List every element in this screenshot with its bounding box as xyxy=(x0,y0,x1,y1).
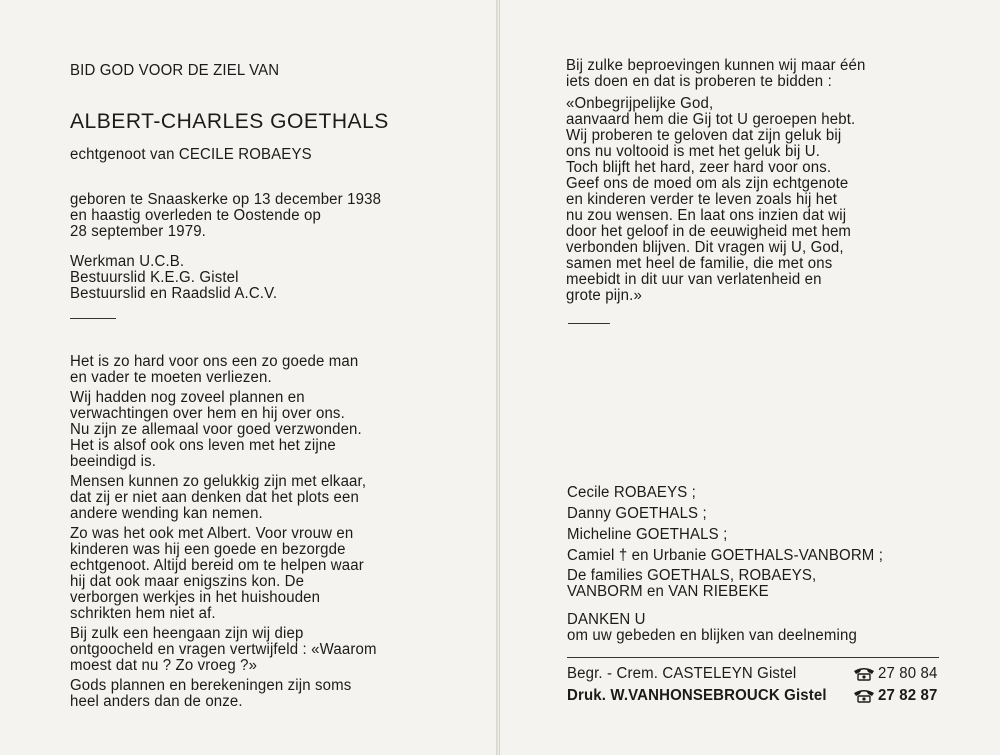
family-line: VANBORM en VAN RIEBEKE xyxy=(567,583,769,600)
text-line: verborgen werkjes in het huishouden xyxy=(70,589,321,606)
prayer-line: door het geloof in de eeuwigheid met hem xyxy=(566,223,852,240)
telephone-icon xyxy=(852,666,876,681)
prayer-line: en kinderen verder te leven zoals hij het xyxy=(566,191,838,208)
left-page xyxy=(0,0,497,755)
text-line: heel anders dan de onze. xyxy=(70,693,243,710)
prayer-line: Wij proberen te geloven dat zijn geluk bij xyxy=(566,127,842,144)
prayer-line: verbonden blijven. Dit vragen wij U, God, xyxy=(566,239,844,256)
thanks-line: om uw gebeden en blijken van deelneming xyxy=(567,627,857,644)
text-line: Gods plannen en berekeningen zijn soms xyxy=(70,677,352,694)
right-page xyxy=(499,0,1000,755)
deceased-name: ALBERT-CHARLES GOETHALS xyxy=(70,109,389,133)
prayer-line: grote pijn.» xyxy=(566,287,642,304)
role-line: Bestuurslid en Raadslid A.C.V. xyxy=(70,285,278,302)
text-line: beeindigd is. xyxy=(70,453,157,470)
telephone-icon xyxy=(852,688,876,703)
role-line: Bestuurslid K.E.G. Gistel xyxy=(70,269,239,286)
text-line: Wij hadden nog zoveel plannen en xyxy=(70,389,305,406)
printer-credit: Druk. W.VANHONSEBROUCK Gistel xyxy=(567,687,827,704)
text-line: andere wending kan nemen. xyxy=(70,505,263,522)
birth-line: en haastig overleden te Oostende op xyxy=(70,207,322,224)
family-line: De families GOETHALS, ROBAEYS, xyxy=(567,567,817,584)
spouse-line: echtgenoot van CECILE ROBAEYS xyxy=(70,146,312,163)
text-line: Zo was het ook met Albert. Voor vrouw en xyxy=(70,525,354,542)
text-line: Nu zijn ze allemaal voor goed verzwonden. xyxy=(70,421,362,438)
prayer-line: samen met heel de familie, die met ons xyxy=(566,255,833,272)
undertaker-phone: 27 80 84 xyxy=(878,665,938,682)
role-line: Werkman U.C.B. xyxy=(70,253,185,270)
text-line: schrikten hem niet af. xyxy=(70,605,216,622)
family-line: Cecile ROBAEYS ; xyxy=(567,484,696,501)
prayer-line: Bij zulke beproevingen kunnen wij maar één xyxy=(566,57,866,74)
text-line: Het is alsof ook ons leven met het zijne xyxy=(70,437,336,454)
prayer-line: «Onbegrijpelijke God, xyxy=(566,95,714,112)
prayer-line: meebidt in dit uur van verlatenheid en xyxy=(566,271,822,288)
thanks-title: DANKEN U xyxy=(567,611,646,628)
text-line: moest dat nu ? Zo vroeg ?» xyxy=(70,657,258,674)
text-line: en vader te moeten verliezen. xyxy=(70,369,272,386)
text-line: Bij zulk een heengaan zijn wij diep xyxy=(70,625,304,642)
prayer-heading: BID GOD VOOR DE ZIEL VAN xyxy=(70,62,280,79)
text-line: verwachtingen over hem en hij over ons. xyxy=(70,405,345,422)
text-line: hij dat ook maar enigszins kon. De xyxy=(70,573,305,590)
birth-line: 28 september 1979. xyxy=(70,223,207,240)
divider xyxy=(568,323,610,324)
text-line: Het is zo hard voor ons een zo goede man xyxy=(70,353,359,370)
prayer-line: Toch blijft het hard, zeer hard voor ons. xyxy=(566,159,832,176)
family-line: Micheline GOETHALS ; xyxy=(567,526,728,543)
text-line: Mensen kunnen zo gelukkig zijn met elkaar, xyxy=(70,473,367,490)
family-line: Camiel † en Urbanie GOETHALS-VANBORM ; xyxy=(567,547,884,564)
birth-line: geboren te Snaaskerke op 13 december 1938 xyxy=(70,191,382,208)
family-line: Danny GOETHALS ; xyxy=(567,505,707,522)
divider xyxy=(567,657,939,658)
prayer-line: aanvaard hem die Gij tot U geroepen hebt. xyxy=(566,111,856,128)
prayer-line: ons nu voltooid is met het geluk bij U. xyxy=(566,143,821,160)
undertaker-credit: Begr. - Crem. CASTELEYN Gistel xyxy=(567,665,797,682)
text-line: dat zij er niet aan denken dat het plots een xyxy=(70,489,360,506)
prayer-line: iets doen en dat is proberen te bidden : xyxy=(566,73,832,90)
prayer-line: nu zou wensen. En laat ons inzien dat wij xyxy=(566,207,847,224)
text-line: kinderen was hij een goede en bezorgde xyxy=(70,541,346,558)
printer-phone: 27 82 87 xyxy=(878,687,938,704)
prayer-line: Geef ons de moed om als zijn echtgenote xyxy=(566,175,849,192)
text-line: ontgoocheld en vragen vertwijfeld : «Waarom xyxy=(70,641,377,658)
text-line: echtgenoot. Altijd bereid om te helpen waar xyxy=(70,557,364,574)
divider xyxy=(70,318,116,319)
